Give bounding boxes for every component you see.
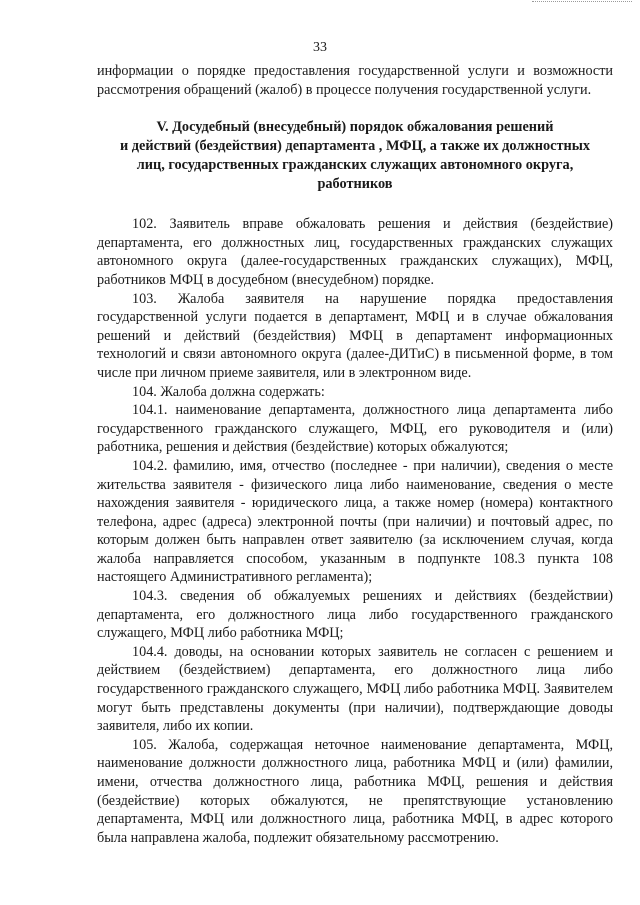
paragraph-102: 102. Заявитель вправе обжаловать решения и действия (бездействие) департамента, его должностных лиц, государственных гражданских служащих автономного округа (далее-государственных гражданских служащих), МФЦ, работников МФЦ в досудебном (внесудебном) порядке. bbox=[97, 216, 613, 288]
section-heading-line: V. Досудебный (внесудебный) порядок обжалования решений bbox=[156, 119, 554, 136]
document-body bbox=[97, 62, 613, 847]
paragraph-104-2: 104.2. фамилию, имя, отчество (последнее - при наличии), сведения о месте жительства заявителя - физического лица либо наименование, сведения о месте нахождения заявителя - юридического лица, а также номер (номера) контактного телефона, адрес (адреса) электронной почты (при наличии) и почтовый адрес, по которым должен быть направлен ответ заявителю (за исключением случая, когда жалоба направляется способом, указанным в подпункте 108.3 пункта 108 настоящего Административного регламента); bbox=[97, 457, 613, 586]
scan-artifact-line bbox=[532, 1, 632, 2]
section-heading-line: лиц, государственных гражданских служащих автономного округа, bbox=[136, 157, 574, 174]
intro-paragraph: информации о порядке предоставления государственной услуги и возможности рассмотрения обращений (жалоб) в процессе получения государственной услуги. bbox=[97, 63, 613, 98]
paragraph-105: 105. Жалоба, содержащая неточное наименование департамента, МФЦ, наименование должности должностного лица, работника МФЦ и (или) фамилии, имени, отчества должностного лица, работника МФЦ, решения и действия (бездействие) которых обжалуются, не препятствующие установлению департамента, МФЦ или должностного лица, работника МФЦ, в адрес которого была направлена жалоба, подлежит обязательному рассмотрению. bbox=[97, 736, 613, 846]
page-number: 33 bbox=[313, 40, 327, 55]
paragraph-104-4: 104.4. доводы, на основании которых заявитель не согласен с решением и действием (бездействием) департамента, его должностного лица либо государственного гражданского служащего, МФЦ либо работника МФЦ. Заявителем могут быть представлены документы (при наличии), подтверждающие доводы заявителя, либо их копии. bbox=[97, 643, 613, 735]
section-heading bbox=[103, 118, 607, 194]
section-heading-line: и действий (бездействия) департамента , МФЦ, а также их должностных bbox=[119, 138, 591, 155]
paragraph-104-1: 104.1. наименование департамента, должностного лица департамента либо государственного гражданского служащего, МФЦ, его руководителя и (или) работника, решения и действия (бездействие) которых обжалуются; bbox=[97, 402, 613, 456]
paragraph-104: 104. Жалоба должна содержать: bbox=[132, 383, 325, 400]
paragraph-104-3: 104.3. сведения об обжалуемых решениях и действиях (бездействии) департамента, его должностного лица либо государственного гражданского служащего, МФЦ либо работника МФЦ; bbox=[97, 588, 613, 642]
paragraph-103: 103. Жалоба заявителя на нарушение порядка предоставления государственной услуги подается в департамент, МФЦ и в случае обжалования решений и действий (бездействия) МФЦ в департамент информационных технологий и связи автономного округа (далее-ДИТиС) в письменной форме, в том числе при личном приеме заявителя, или в электронном виде. bbox=[97, 290, 613, 381]
section-heading-line: работников bbox=[317, 176, 393, 193]
